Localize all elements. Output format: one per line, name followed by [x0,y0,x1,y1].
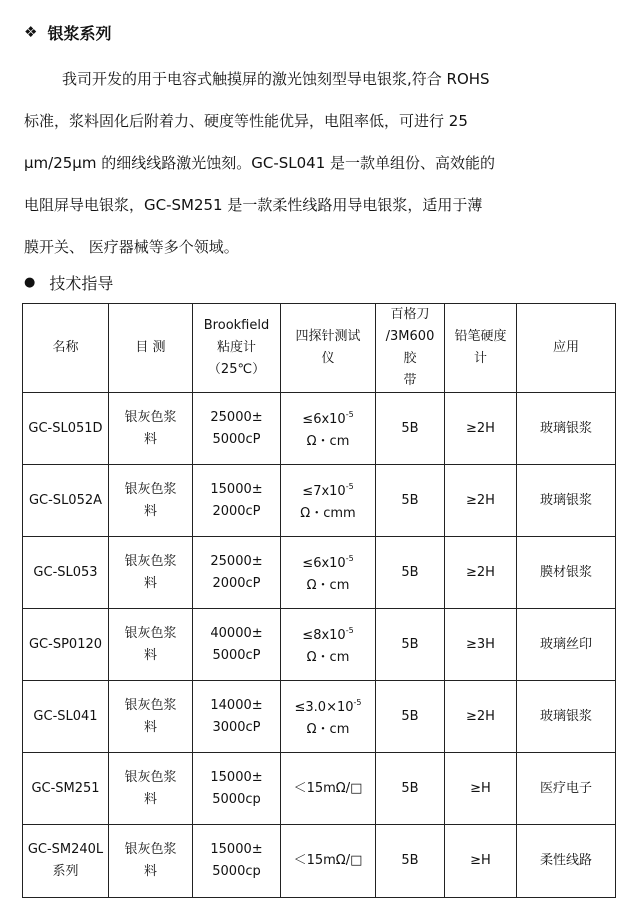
table-row [23,537,616,609]
cell-appearance: 银灰色浆 料 [109,753,193,825]
cell-product-name: GC-SL052A [23,465,109,537]
cell-application: 玻璃丝印 [517,609,616,681]
column-header-application: 应用 [517,304,616,393]
resistivity-exponent: -5 [345,482,354,491]
cell-resistivity [281,537,376,609]
cell-product-name: GC-SM240L 系列 [23,825,109,898]
cell-resistivity [281,753,376,825]
cell-hardness: ≥H [445,753,517,825]
resistivity-exponent: -5 [345,410,354,419]
cell-adhesion: 5B [376,609,445,681]
section-heading [24,18,111,46]
cell-viscosity: 15000± 5000cp [193,825,281,898]
cell-viscosity: 15000± 2000cP [193,465,281,537]
resistivity-value: ＜15mΩ/□ [293,780,363,796]
cell-appearance: 银灰色浆 料 [109,537,193,609]
table-row [23,393,616,465]
resistivity-unit: Ω・cm [306,722,350,737]
cell-application: 膜材银浆 [517,537,616,609]
cell-viscosity: 25000± 2000cP [193,537,281,609]
intro-line: 电阻屏导电银浆，GC-SM251 是一款柔性线路用导电银浆，适用于薄 [24,196,483,214]
resistivity-value: ≤8x10 [302,628,346,643]
cell-application: 玻璃银浆 [517,681,616,753]
table-row [23,609,616,681]
cell-appearance: 银灰色浆 料 [109,609,193,681]
subsection-title: 技术指导 [49,273,114,293]
circle-bullet-icon: ● [24,274,36,290]
cell-hardness: ≥2H [445,393,517,465]
cell-application: 玻璃银浆 [517,465,616,537]
cell-product-name: GC-SL041 [23,681,109,753]
cell-product-name: GC-SM251 [23,753,109,825]
resistivity-value: ≤6x10 [302,556,346,571]
cell-hardness: ≥2H [445,537,517,609]
cell-hardness: ≥2H [445,681,517,753]
cell-product-name: GC-SP0120 [23,609,109,681]
intro-line: 膜开关、 医疗器械等多个领域。 [24,238,239,256]
intro-paragraph [24,58,612,268]
column-header-name: 名称 [23,304,109,393]
subsection-heading [24,268,113,296]
cell-application: 玻璃银浆 [517,393,616,465]
cell-viscosity: 14000± 3000cP [193,681,281,753]
resistivity-value: ≤7x10 [302,484,346,499]
cell-application: 医疗电子 [517,753,616,825]
table-row [23,465,616,537]
cell-hardness: ≥2H [445,465,517,537]
cell-appearance: 银灰色浆 料 [109,465,193,537]
cell-adhesion: 5B [376,825,445,898]
intro-line: μm/25μm 的细线线路激光蚀刻。GC-SL041 是一款单组份、高效能的 [24,154,496,172]
table-header-row [23,304,616,393]
resistivity-exponent: -5 [345,626,354,635]
column-header-adhesion: 百格刀 /3M600 胶 带 [376,304,445,393]
table-row [23,825,616,898]
cell-product-name: GC-SL051D [23,393,109,465]
cell-application: 柔性线路 [517,825,616,898]
resistivity-unit: Ω・cm [306,650,350,665]
resistivity-value: ＜15mΩ/□ [293,853,363,868]
cell-hardness: ≥H [445,825,517,898]
cell-viscosity: 25000± 5000cP [193,393,281,465]
spec-table [22,303,616,898]
cell-appearance: 银灰色浆 料 [109,681,193,753]
resistivity-value: ≤6x10 [302,412,346,427]
cell-adhesion: 5B [376,465,445,537]
cell-adhesion: 5B [376,537,445,609]
diamond-bullet-icon: ❖ [24,23,38,41]
column-header-resistivity: 四探针测试 仪 [281,304,376,393]
cell-adhesion: 5B [376,681,445,753]
table-row [23,753,616,825]
cell-resistivity [281,393,376,465]
resistivity-unit: Ω・cmm [300,506,356,521]
resistivity-exponent: -5 [353,698,362,707]
resistivity-unit: Ω・cm [306,434,350,449]
cell-adhesion: 5B [376,753,445,825]
intro-line: 标准，浆料固化后附着力、硬度等性能优异，电阻率低，可进行 25 [24,112,468,130]
cell-product-name: GC-SL053 [23,537,109,609]
cell-appearance: 银灰色浆 料 [109,825,193,898]
column-header-viscosity: Brookfield 粘度计 （25℃） [193,304,281,393]
resistivity-exponent: -5 [345,554,354,563]
cell-viscosity: 15000± 5000cp [193,753,281,825]
cell-hardness: ≥3H [445,609,517,681]
cell-resistivity [281,465,376,537]
column-header-appearance: 目 测 [109,304,193,393]
resistivity-value: ≤3.0×10 [294,700,354,715]
table-row [23,681,616,753]
cell-adhesion: 5B [376,393,445,465]
cell-resistivity [281,609,376,681]
intro-line: 我司开发的用于电容式触摸屏的激光蚀刻型导电银浆,符合 ROHS [62,70,490,88]
cell-resistivity [281,825,376,898]
cell-resistivity [281,681,376,753]
section-title: 银浆系列 [47,23,112,43]
column-header-hardness: 铅笔硬度 计 [445,304,517,393]
resistivity-unit: Ω・cm [306,578,350,593]
cell-viscosity: 40000± 5000cP [193,609,281,681]
cell-appearance: 银灰色浆 料 [109,393,193,465]
